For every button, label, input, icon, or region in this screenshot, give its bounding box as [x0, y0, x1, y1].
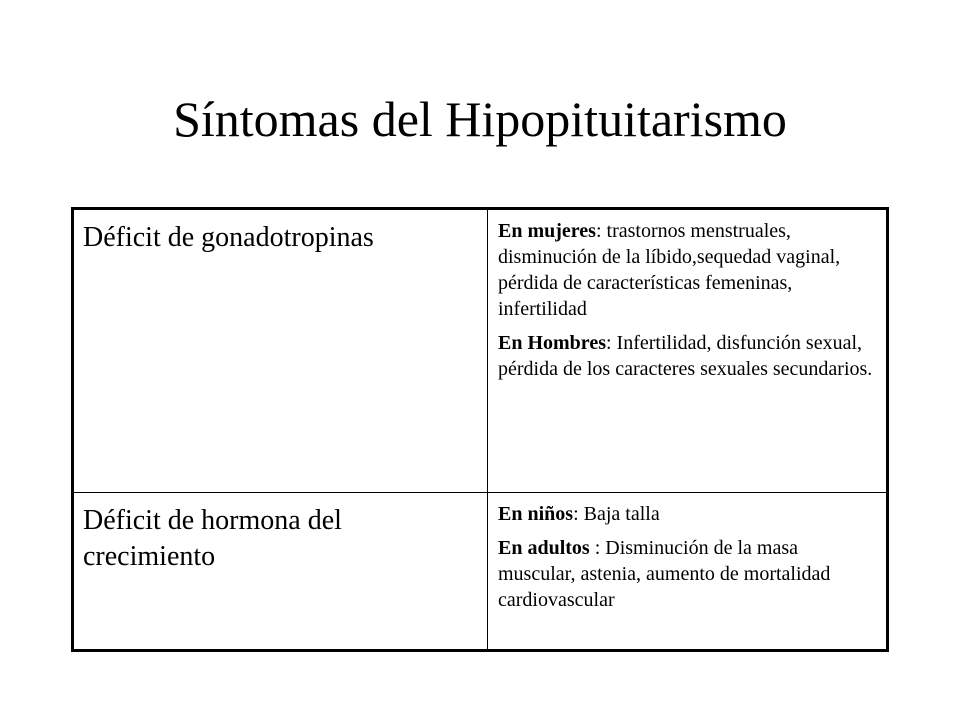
- deficit-cell: Déficit de gonadotropinas: [73, 209, 488, 493]
- symptom-text: : trastornos menstruales, disminución de la líbido,sequedad vaginal, pérdida de características femeninas, infertilidad: [498, 220, 841, 320]
- deficit-cell: Déficit de hormona del crecimiento: [73, 493, 488, 651]
- symptom-label: En adultos: [498, 537, 590, 559]
- symptom-label: En niños: [498, 503, 574, 525]
- symptom-women: [498, 218, 880, 322]
- symptom-men: [498, 330, 880, 382]
- symptom-text: : Disminución de la masa muscular, astenia, aumento de mortalidad cardiovascular: [498, 537, 831, 611]
- symptom-children: [498, 501, 880, 527]
- symptom-text: : Infertilidad, disfunción sexual, pérdida de los caracteres sexuales secundarios.: [498, 332, 873, 380]
- symptom-adults: [498, 535, 880, 613]
- slide-title: Síntomas del Hipopituitarismo: [173, 91, 787, 147]
- symptoms-cell: [488, 209, 888, 493]
- symptom-label: En Hombres: [498, 332, 606, 354]
- symptom-text: : Baja talla: [573, 503, 660, 525]
- symptoms-table: [71, 207, 889, 652]
- table-row-growth-hormone: [73, 493, 888, 651]
- symptom-label: En mujeres: [498, 220, 596, 242]
- symptoms-cell: [488, 493, 888, 651]
- table-row-gonadotropins: [73, 209, 888, 493]
